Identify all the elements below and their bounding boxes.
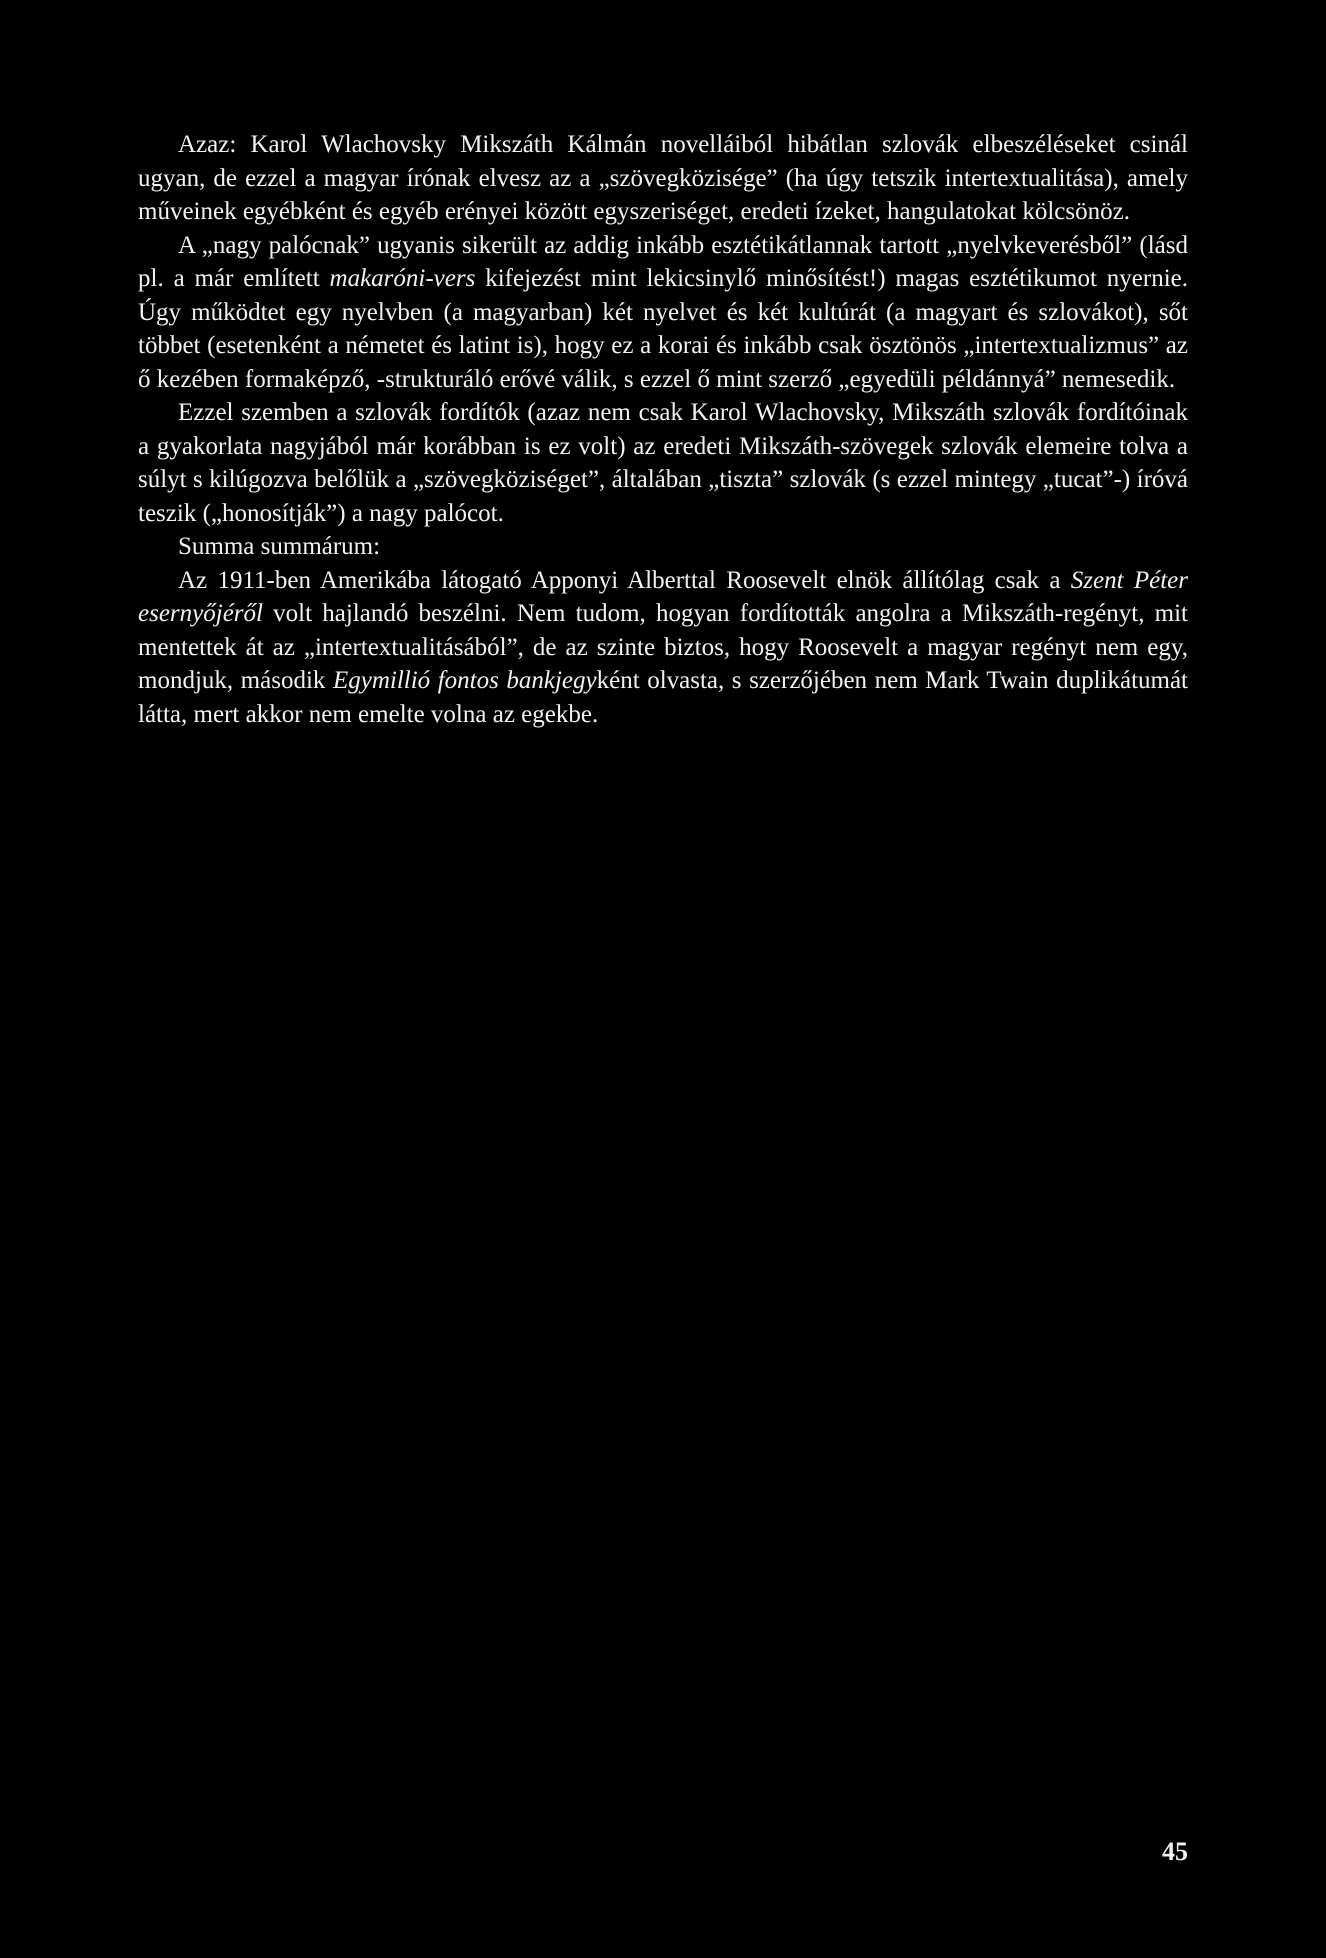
paragraph xyxy=(138,396,1188,530)
paragraph xyxy=(138,128,1188,229)
italic-title: Egymillió fontos bankjegy xyxy=(332,667,597,694)
page-number: 45 xyxy=(1162,1837,1188,1866)
text-segment: volt hajlandó beszélni. Nem tudom, hogyan fordították angolra a Mikszáth-regényt, mit mentettek át az „intertextualitásából”, de az szinte biztos, hogy Roosevelt a magyar regényt nem egy, mondjuk, második xyxy=(138,600,1188,694)
text-segment: kifejezést mint lekicsinylő minősítést!) magas esztétikumot nyernie. Úgy működtet egy nyelvben (a magyarban) két nyelvet és két kultúrát (a magyart és szlovákot), sőt többet (esetenként a németet és latint is), hogy ez a korai és inkább csak ösztönös „intertextualizmus” az ő kezében formaképző, -strukturáló erővé válik, s ezzel ő mint szerző „egyedüli példánnyá” nemesedik. xyxy=(138,265,1188,393)
text-segment: A „nagy palócnak” ugyanis sikerült az addig inkább esztétikátlannak tartott „nyelvkeverésből” (lásd pl. a már említett xyxy=(138,231,1188,292)
text-segment: ként olvasta, s szerzőjében nem Mark Twain duplikátumát látta, mert akkor nem emelte volna az egekbe. xyxy=(138,667,1189,728)
body-text xyxy=(138,128,1188,731)
text-segment: Azaz: Karol Wlachovsky Mikszáth Kálmán novelláiból hibátlan szlovák elbeszéléseket csinál ugyan, de ezzel a magyar írónak elvesz az a „szövegközisége” (ha úgy tetszik intertextualitása), amely műveinek egyébként és egyéb erényei között egyszeriséget, eredeti ízeket, hangulatokat kölcsönöz. xyxy=(138,131,1188,225)
italic-term: makaróni-vers xyxy=(329,265,476,292)
paragraph xyxy=(138,530,1188,564)
paragraph xyxy=(138,229,1188,397)
italic-title: Szent Péter esernyőjéről xyxy=(138,566,1188,627)
paragraph xyxy=(138,564,1188,732)
text-segment: Summa summárum: xyxy=(178,533,381,560)
text-segment: Az 1911-ben Amerikába látogató Apponyi Alberttal Roosevelt elnök állítólag csak a xyxy=(178,566,1071,594)
text-segment: Ezzel szemben a szlovák fordítók (azaz nem csak Karol Wlachovsky, Mikszáth szlovák fordítóinak a gyakorlata nagyjából már korábban is ez volt) az eredeti Mikszáth-szövegek szlovák elemeire tolva a súlyt s kilúgozva belőlük a „szövegköziséget”, általában „tiszta” szlovák (s ezzel mintegy „tucat”-) íróvá teszik („honosítják”) a nagy palócot. xyxy=(138,399,1188,527)
